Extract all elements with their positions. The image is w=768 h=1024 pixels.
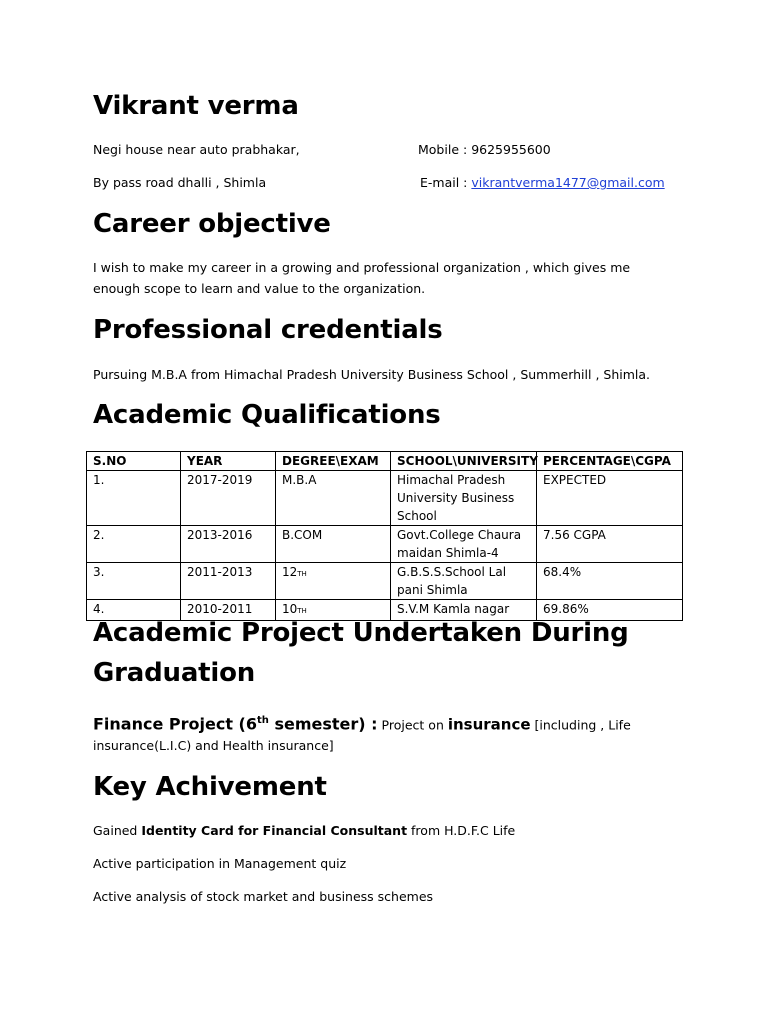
address-line-2: By pass road dhalli , Shimla: [93, 175, 267, 190]
table-row: [87, 526, 683, 563]
achievement-item-1: [93, 822, 515, 840]
cell-score: EXPECTED: [537, 471, 683, 526]
mobile-row: [418, 141, 551, 159]
career-text-line-2: enough scope to learn and value to the organization.: [93, 281, 426, 296]
cell-degree: M.B.A: [276, 471, 391, 526]
table-header-row: [87, 452, 683, 471]
mobile-label: Mobile :: [418, 142, 468, 157]
credentials-text: Pursuing M.B.A from Himachal Pradesh University Business School , Summerhill , Shimla.: [93, 367, 651, 382]
achievements-heading: Key Achivement: [93, 772, 327, 802]
career-heading: Career objective: [93, 209, 331, 239]
address-line-1: Negi house near auto prabhakar,: [93, 142, 300, 157]
achievement-item-3: Active analysis of stock market and business schemes: [93, 889, 434, 904]
project-title-suffix: semester) :: [268, 714, 378, 734]
cell-score: 69.86%: [537, 600, 683, 621]
cell-sno: 4.: [87, 600, 181, 621]
achievement-item-2: Active participation in Management quiz: [93, 856, 347, 871]
candidate-name: Vikrant verma: [93, 91, 299, 121]
col-header-degree: DEGREE\EXAM: [276, 452, 391, 471]
project-desc-suffix: [including , Life: [530, 717, 631, 733]
email-link[interactable]: vikrantverma1477@gmail.com: [471, 175, 665, 190]
project-title-sup: th: [257, 715, 269, 726]
project-title-prefix: Finance Project (6: [93, 714, 257, 734]
col-header-score: PERCENTAGE\CGPA: [537, 452, 683, 471]
col-header-year: YEAR: [181, 452, 276, 471]
col-header-school: SCHOOL\UNIVERSITY: [391, 452, 537, 471]
cell-year: 2017-2019: [181, 471, 276, 526]
cell-score: 68.4%: [537, 563, 683, 600]
degree-text: 12: [282, 565, 298, 579]
cell-school: S.V.M Kamla nagar: [391, 600, 537, 621]
cell-school: G.B.S.S.School Lal pani Shimla: [391, 563, 537, 600]
project-desc-bold: insurance: [447, 715, 531, 734]
cell-sno: 1.: [87, 471, 181, 526]
achievement-1-bold: Identity Card for Financial Consultant: [141, 823, 408, 838]
cell-sno: 3.: [87, 563, 181, 600]
cell-year: 2013-2016: [181, 526, 276, 563]
project-desc-prefix: Project on: [377, 717, 448, 733]
cell-year: 2011-2013: [181, 563, 276, 600]
career-text-line-1: I wish to make my career in a growing and professional organization , which gives me: [93, 260, 631, 275]
cell-degree: [276, 563, 391, 600]
cell-school: Himachal Pradesh University Business School: [391, 471, 537, 526]
cell-year: 2010-2011: [181, 600, 276, 621]
cell-degree: B.COM: [276, 526, 391, 563]
table-row: [87, 563, 683, 600]
degree-text: 10: [282, 602, 298, 616]
degree-suffix: TH: [297, 607, 307, 615]
col-header-sno: S.NO: [87, 452, 181, 471]
cell-sno: 2.: [87, 526, 181, 563]
mobile-value: 9625955600: [471, 142, 551, 157]
qualifications-table: [86, 451, 683, 621]
project-title-row: [93, 710, 631, 735]
table-row: [87, 471, 683, 526]
project-heading-line-2: Graduation: [93, 658, 256, 688]
cell-school: Govt.College Chaura maidan Shimla-4: [391, 526, 537, 563]
project-heading-line-1: Academic Project Undertaken During: [93, 618, 629, 648]
project-desc-line-2: insurance(L.I.C) and Health insurance]: [93, 738, 334, 753]
email-label: E-mail :: [420, 175, 468, 190]
degree-suffix: TH: [297, 570, 307, 578]
credentials-heading: Professional credentials: [93, 315, 443, 345]
email-row: [420, 174, 665, 192]
academic-heading: Academic Qualifications: [93, 400, 441, 430]
cell-score: 7.56 CGPA: [537, 526, 683, 563]
achievement-1-suffix: from H.D.F.C Life: [407, 823, 516, 838]
achievement-1-prefix: Gained: [93, 823, 142, 838]
